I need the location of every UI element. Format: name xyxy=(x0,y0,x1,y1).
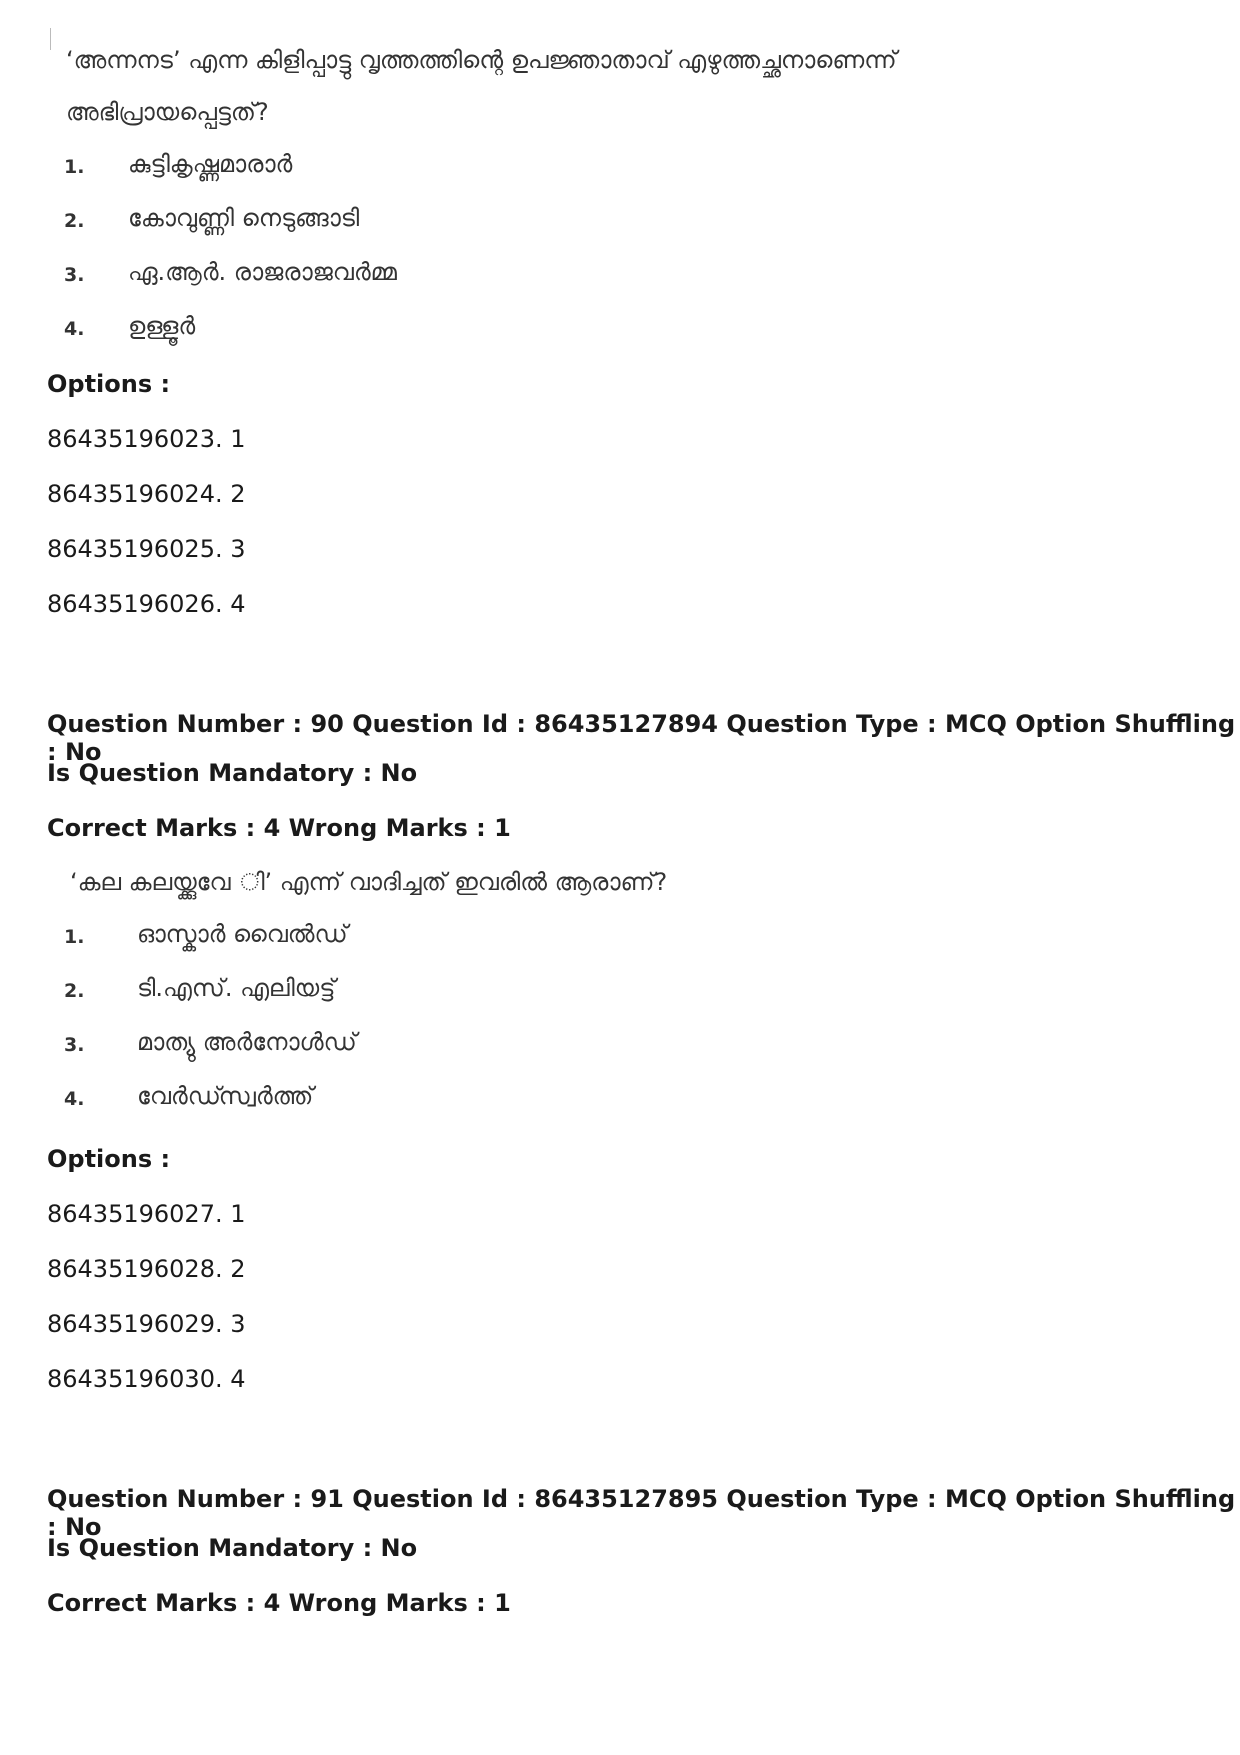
choice-number: 2. xyxy=(64,980,85,1002)
choice-number: 1. xyxy=(64,926,85,948)
question-marks: Correct Marks : 4 Wrong Marks : 1 xyxy=(47,1589,511,1617)
options-label: Options : xyxy=(47,1145,171,1173)
choice-4 xyxy=(0,1080,1240,1120)
question-text: ‘കല കലയ്ക്കുവേ ി’ എന്ന് വാദിച്ചത് ഇവരിൽ ആരാണ്? xyxy=(70,868,668,896)
choice-text: കുട്ടികൃഷ്ണമാരാർ xyxy=(128,150,293,178)
question-mandatory: Is Question Mandatory : No xyxy=(47,1534,418,1562)
choice-number: 2. xyxy=(64,210,85,232)
choice-text: ഉള്ളൂർ xyxy=(128,312,196,340)
option-id: 86435196023. 1 xyxy=(47,425,246,453)
option-id: 86435196030. 4 xyxy=(47,1365,246,1393)
question-header: Question Number : 90 Question Id : 86435127894 Question Type : MCQ Option Shuffling : No xyxy=(47,710,1236,766)
choice-3 xyxy=(0,1026,1240,1066)
question-header: Question Number : 91 Question Id : 86435127895 Question Type : MCQ Option Shuffling : No xyxy=(47,1485,1236,1541)
choice-text: ഏ.ആർ. രാജരാജവർമ്മ xyxy=(128,258,397,286)
option-id: 86435196025. 3 xyxy=(47,535,246,563)
options-label: Options : xyxy=(47,370,171,398)
question-mandatory: Is Question Mandatory : No xyxy=(47,759,418,787)
choice-3 xyxy=(0,256,1240,296)
choice-number: 4. xyxy=(64,318,85,340)
choice-number: 1. xyxy=(64,156,85,178)
choice-text: കോവുണ്ണി നെടുങ്ങാടി xyxy=(128,204,360,232)
question-text-line2: അഭിപ്രായപ്പെട്ടത്? xyxy=(66,98,269,126)
choice-4 xyxy=(0,310,1240,350)
choice-text: മാത്യു അർനോൾഡ് xyxy=(137,1028,357,1056)
option-id: 86435196028. 2 xyxy=(47,1255,246,1283)
question-marks: Correct Marks : 4 Wrong Marks : 1 xyxy=(47,814,511,842)
choice-number: 4. xyxy=(64,1088,85,1110)
margin-mark xyxy=(50,28,51,50)
choice-2 xyxy=(0,202,1240,242)
option-id: 86435196024. 2 xyxy=(47,480,246,508)
option-id: 86435196029. 3 xyxy=(47,1310,246,1338)
choice-text: ടി.എസ്. എലിയട്ട് xyxy=(137,974,336,1002)
choice-1 xyxy=(0,918,1240,958)
choice-text: വേർഡ്സ്വർത്ത് xyxy=(137,1082,314,1110)
choice-1 xyxy=(0,148,1240,188)
choice-text: ഓസ്കാർ വൈൽഡ് xyxy=(137,920,348,948)
choice-number: 3. xyxy=(64,1034,85,1056)
question-text-line1: ‘അന്നനട’ എന്ന കിളിപ്പാട്ടു വൃത്തത്തിന്റെ ഉപജ്ഞാതാവ് എഴുത്തച്ഛനാണെന്ന് xyxy=(66,46,897,74)
option-id: 86435196027. 1 xyxy=(47,1200,246,1228)
choice-2 xyxy=(0,972,1240,1012)
choice-number: 3. xyxy=(64,264,85,286)
option-id: 86435196026. 4 xyxy=(47,590,246,618)
